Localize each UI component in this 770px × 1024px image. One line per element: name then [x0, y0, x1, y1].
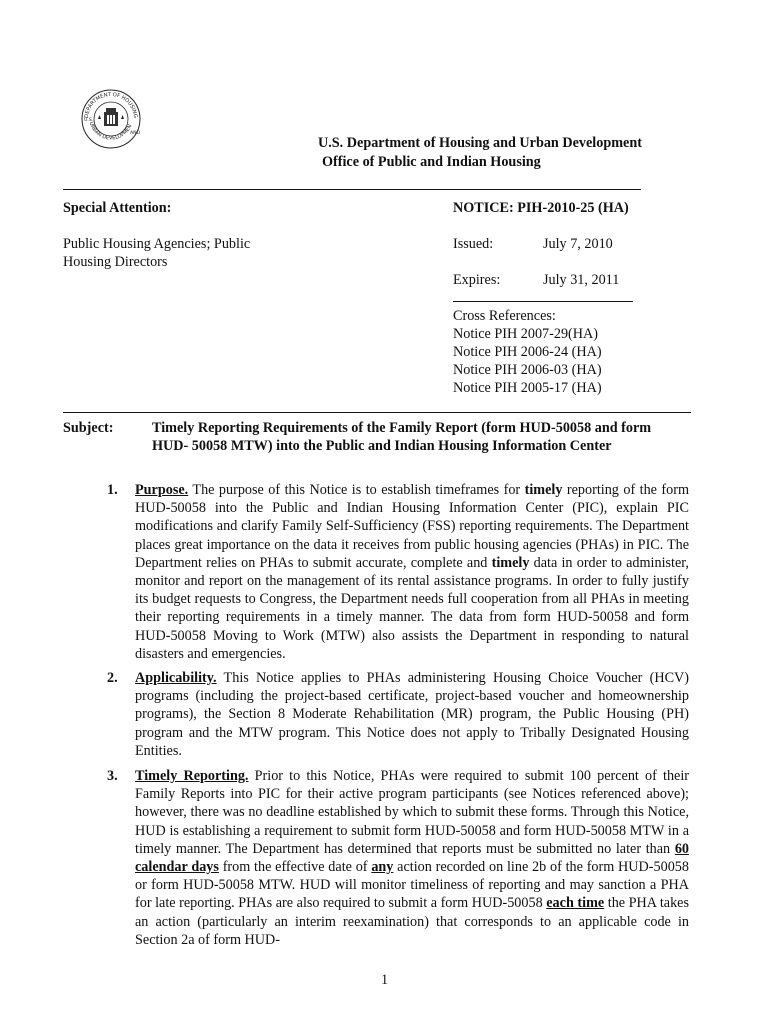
notice-number: NOTICE: PIH-2010-25 (HA) [453, 200, 629, 216]
subject-label: Subject: [63, 420, 114, 436]
section-heading: Purpose. [135, 482, 189, 498]
seal-text-left: U.S. [84, 118, 94, 123]
cross-reference-item: Notice PIH 2006-24 (HA) [453, 344, 602, 360]
emphasis-text: any [371, 859, 394, 876]
section-number: 1. [107, 482, 118, 498]
cross-reference-item: Notice PIH 2005-17 (HA) [453, 380, 602, 396]
cross-reference-divider [453, 301, 633, 302]
cross-reference-list [453, 325, 602, 397]
body-text: the PHA takes an action (particularly an interim reexamination) that corresponds to an applicable code in Section 2a of form HUD- [135, 895, 689, 948]
expires-date: July 31, 2011 [543, 272, 620, 288]
body-text: This Notice applies to PHAs administering Housing Choice Voucher (HCV) programs (including the project-based certificate, project-based voucher and homeownership programs), the Section 8 Moderate Rehabilitation (MR) program, the Public Housing (PH) program and the MTW program. This Notice does not apply to Tribally Designated Housing Entities. [135, 670, 689, 759]
issued-label: Issued: [453, 236, 494, 252]
seal-text-bottom: URBAN DEVELOPMEN [87, 121, 134, 142]
cross-reference-item: Notice PIH 2006-03 (HA) [453, 362, 602, 378]
body-text: Prior to this Notice, PHAs were required to submit 100 percent of their Family Reports into PIC for their active program participants (see Notices referenced above); however, there was no deadline established by which to submit these forms. Through this Notice, HUD is establishing a requirement to submit form HUD-50058 and form HUD-50058 MTW in a timely manner. The Department has determined that reports must be submitted no later than [135, 768, 690, 857]
body-text: The purpose of this Notice is to establish timeframes for [188, 482, 525, 498]
expires-label: Expires: [453, 272, 501, 288]
section-heading: Applicability. [135, 670, 217, 686]
cross-references-label: Cross References: [453, 308, 556, 324]
section-timely-body [135, 767, 689, 949]
section-applicability [107, 669, 689, 760]
hud-seal-icon [80, 88, 142, 150]
page-number: 1 [381, 972, 389, 988]
header-divider [63, 189, 641, 190]
section-heading: Timely Reporting. [135, 768, 249, 784]
emphasis-text: each time [546, 895, 605, 912]
emphasis-text: timely [491, 554, 530, 571]
recipients-line-1: Public Housing Agencies; Public [63, 236, 251, 252]
emphasis-text: timely [524, 482, 563, 498]
body-text: reporting of the form HUD-50058 into the Public and Indian Housing Information Center (PIC), explain PIC modifications and clarify Family Self-Sufficiency (FSS) reporting requirements. The Department places great importance on the data it receives from public housing agencies (PHAs) in PIC. The Department relies on PHAs to submit accurate, complete and [135, 482, 690, 571]
special-attention-label: Special Attention: [63, 200, 172, 216]
section-number: 3. [107, 768, 118, 784]
section-purpose [107, 481, 689, 663]
subject-line-2: HUD- 50058 MTW) into the Public and Indian Housing Information Center [152, 438, 612, 454]
seal-text-top: DEPARTMENT OF HOUSING [83, 91, 139, 119]
recipients-line-2: Housing Directors [63, 254, 168, 270]
section-number: 2. [107, 670, 118, 686]
body-text: action recorded on line 2b of the form HUD-50058 or form HUD-50058 MTW. HUD will monitor timeliness of reporting and may sanction a PHA for late reporting. PHAs are also required to submit a form HUD-50058 [135, 859, 689, 912]
section-applicability-body [135, 669, 689, 760]
agency-name: U.S. Department of Housing and Urban Development [318, 135, 642, 151]
body-text: data in order to administer, monitor and report on the management of its rental assistance programs. In order to fully justify its budget requests to Congress, the Department needs full cooperation from all PHAs in meeting their reporting requirements in a timely manner. The data from form HUD-50058 and form HUD-50058 Moving to Work (MTW) also assists the Department in responding to natural disasters and emergencies. [135, 554, 689, 662]
emphasis-text: 60 calendar days [135, 840, 689, 876]
section-purpose-body [135, 481, 689, 663]
office-name: Office of Public and Indian Housing [322, 154, 541, 170]
seal-text-right: AND [130, 131, 141, 136]
issued-date: July 7, 2010 [543, 236, 613, 252]
subject-line-1: Timely Reporting Requirements of the Family Report (form HUD-50058 and form [152, 420, 652, 436]
cross-reference-item: Notice PIH 2007-29(HA) [453, 326, 598, 342]
body-text: from the effective date of [218, 859, 372, 876]
section-timely-reporting [107, 767, 689, 949]
subject-divider [63, 412, 691, 413]
